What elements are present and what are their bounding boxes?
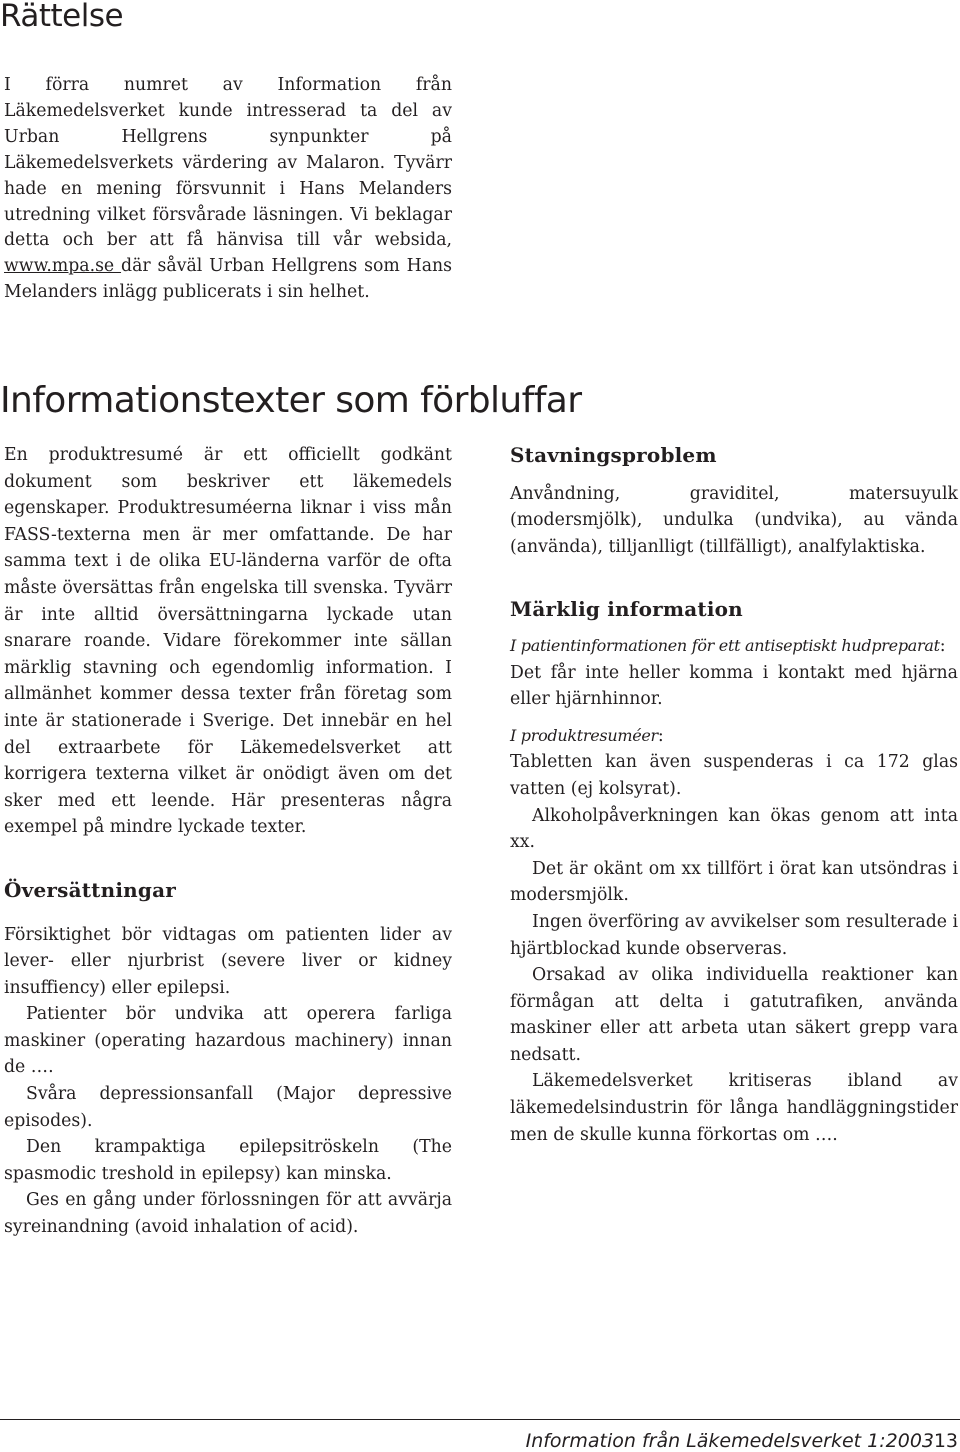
produktresume-paragraph: Ingen överföring av avvikelser som resulterade i hjärtblockad kunde observeras. — [510, 911, 958, 959]
page-number: 13 — [933, 1430, 958, 1452]
marklig-information-heading: Märklig information — [510, 597, 743, 622]
label-colon: : — [939, 635, 946, 656]
rattelse-title: Rättelse — [0, 0, 124, 34]
produktresume-paragraph: Alkoholpåverkningen kan ökas genom att inta xx. — [510, 805, 958, 853]
website-link[interactable]: www.mpa.se — [4, 256, 122, 277]
spacer — [510, 713, 958, 723]
stavningsproblem-heading: Stavningsproblem — [510, 443, 717, 467]
left-column — [4, 442, 452, 1241]
rattelse-paragraph — [4, 73, 452, 306]
article-title: Informationstexter som förbluffar — [0, 380, 582, 421]
oversattning-paragraph: Försiktighet bör vidtagas om patienten lider av lever- eller njurbrist (severe liver or kidney insuffiency) eller epilepsi. — [4, 924, 452, 998]
marklig-label-2 — [510, 723, 958, 750]
footer-rule — [0, 1419, 960, 1420]
oversattningar-heading: Översättningar — [4, 877, 176, 902]
oversattning-paragraph: Den krampaktiga epilepsitröskeln (The spasmodic treshold in epilepsy) kan minska. — [4, 1137, 452, 1184]
oversattning-paragraph: Svåra depressionsanfall (Major depressive episodes). — [4, 1084, 452, 1131]
patientinformation-label: I patientinformationen för ett antiseptiskt hudpreparat — [510, 635, 940, 655]
produktresume-paragraph: Det är okänt om xx tillfört i örat kan utsöndras i modersmjölk. — [510, 858, 958, 906]
right-column — [510, 442, 958, 1148]
marklig-label-1 — [510, 633, 958, 660]
produktresume-paragraph: Tabletten kan även suspenderas i ca 172 glas vatten (ej kolsyrat). — [510, 752, 958, 799]
footer-publication: Information från Läkemedelsverket 1:2003 — [525, 1430, 934, 1452]
oversattning-paragraph: Ges en gång under förlossningen för att avvärja syreinandning (avoid inhalation of acid). — [4, 1190, 452, 1238]
stavningsproblem-paragraph: Anvåndning, graviditel, matersuyulk (modersmjölk), undulka (undvika), au vända (använda), tilljanlligt (tillfälligt), analfylaktiska. — [510, 483, 958, 557]
produktresumeer-label: I produktresuméer — [510, 725, 658, 745]
produktresume-paragraph: Läkemedelsverket kritiseras ibland av läkemedelsindustrin för långa handläggningstider men de skulle kunna förkortas om …. — [510, 1071, 958, 1145]
rattelse-text-end: där såväl Urban Hellgrens som Hans Melanders inlägg publicerats i sin helhet. — [4, 256, 453, 303]
article-intro: En produktresumé är ett officiellt godkänt dokument som beskriver ett läkemedels egenskaper. Produktresuméerna liknar i viss mån FASS-texterna men är mer omfattande. De har samma text i de olika EU-länderna varför de ofta måste översättas från engelska till svenska. Tyvärr är inte alltid översättningarna lyckade utan snarare roande. Vidare förekommer inte sällan märklig stavning och egendomlig information. I allmänhet kommer dessa texter från företag som inte är stationerade i Sverige. Det innebär en hel del extraarbete för Läkemedelsverket att korrigera texterna vilket är onödigt även om det sker med ett leende. Här presenteras några exempel på mindre lyckade texter. — [4, 445, 452, 838]
label-colon: : — [657, 725, 664, 746]
oversattning-paragraph: Patienter bör undvika att operera farliga maskiner (operating hazardous machinery) innan de …. — [4, 1004, 452, 1078]
rattelse-text-start: I förra numret av Information från Läkemedelsverket kunde intresserad ta del av Urban Hellgrens synpunkter på Läkemedelsverkets värdering av Malaron. Tyvärr hade en mening försvunnit i Hans Melanders utredning vilket försvårade läsningen. Vi beklagar detta och ber att få hänvisa till vår websida, — [4, 75, 452, 251]
marklig-paragraph: Det får inte heller komma i kontakt med hjärna eller hjärnhinnor. — [510, 662, 958, 710]
produktresume-paragraph: Orsakad av olika individuella reaktioner kan förmågan att delta i gatutrafiken, använda maskiner eller att arbeta utan säkert grepp vara nedsatt. — [510, 965, 958, 1065]
